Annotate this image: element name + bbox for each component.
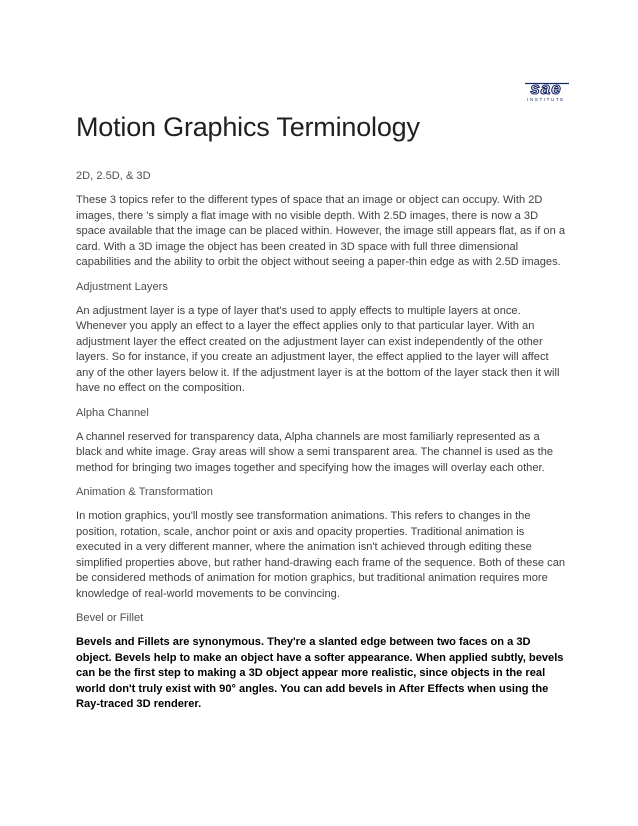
section-paragraph: In motion graphics, you'll mostly see transformation animations. This refers to changes in the position, rotation, scale, anchor point or axis and opacity properties. Traditional animation is executed in a very different manner, where the animation isn't achieved through editing these simplified properties above, but rather hand-drawing each frame of the sequence. Both of these can be considered methods of animation for motion graphics, but traditional animation requires more knowledge of real-world movements to be convincing. bbox=[76, 510, 566, 600]
section-heading: Bevel or Fillet bbox=[76, 612, 144, 624]
section-animation-transformation bbox=[76, 485, 568, 602]
section-heading: Alpha Channel bbox=[76, 406, 149, 419]
page-title: Motion Graphics Terminology bbox=[76, 112, 420, 142]
document-body bbox=[76, 169, 568, 722]
sae-logo-mark bbox=[519, 80, 573, 102]
section-heading: Animation & Transformation bbox=[76, 486, 213, 498]
section-paragraph: These 3 topics refer to the different types of space that an image or object can occupy. With 2D images, there 's simply a flat image with no visible depth. With 2.5D images, there is now a 3D space available that the image can be placed within. However, the image still appears flat, as if on a card. With a 3D image the object has been created in 3D space with full three dimensional capabilities and the ability to orbit the object without seeing a paper-thin edge as with 2.5D images. bbox=[76, 194, 566, 268]
section-paragraph: An adjustment layer is a type of layer that's used to apply effects to multiple layers at once. Whenever you apply an effect to a layer the effect applies only to that particular layer. With an adjustment layer the effect created on the adjustment layer can exist independently of the other layers. So for instance, if you create an adjustment layer, the effect applied to the layer will affect any of the other layers below it. If the adjustment layer is at the bottom of the layer stack then it will have no effect on the composition. bbox=[76, 304, 560, 394]
section-paragraph: A channel reserved for transparency data, Alpha channels are most familiarly represented as a black and white image. Gray areas will show a semi transparent area. The channel is used as the method for bringing two images together and specifying how the images will overlay each other. bbox=[76, 430, 554, 474]
section-2d-25d-3d bbox=[76, 169, 568, 271]
section-heading: Adjustment Layers bbox=[76, 280, 168, 293]
section-paragraph: Bevels and Fillets are synonymous. They're a slanted edge between two faces on a 3D object. Bevels help to make an object have a softer appearance. When applied subtly, bevels can be the first step to making a 3D object appear more realistic, since objects in the real world don't truly exist with 90° angles. You can add bevels in After Effects when using the Ray-traced 3D renderer. bbox=[76, 636, 564, 710]
section-alpha-channel bbox=[76, 406, 568, 477]
section-bevel-or-fillet bbox=[76, 611, 568, 713]
section-heading: 2D, 2.5D, & 3D bbox=[76, 170, 151, 182]
logo-subtext: INSTITUTE bbox=[527, 97, 565, 102]
logo-text: sae bbox=[530, 80, 562, 98]
sae-institute-logo bbox=[519, 80, 573, 102]
section-adjustment-layers bbox=[76, 280, 568, 397]
